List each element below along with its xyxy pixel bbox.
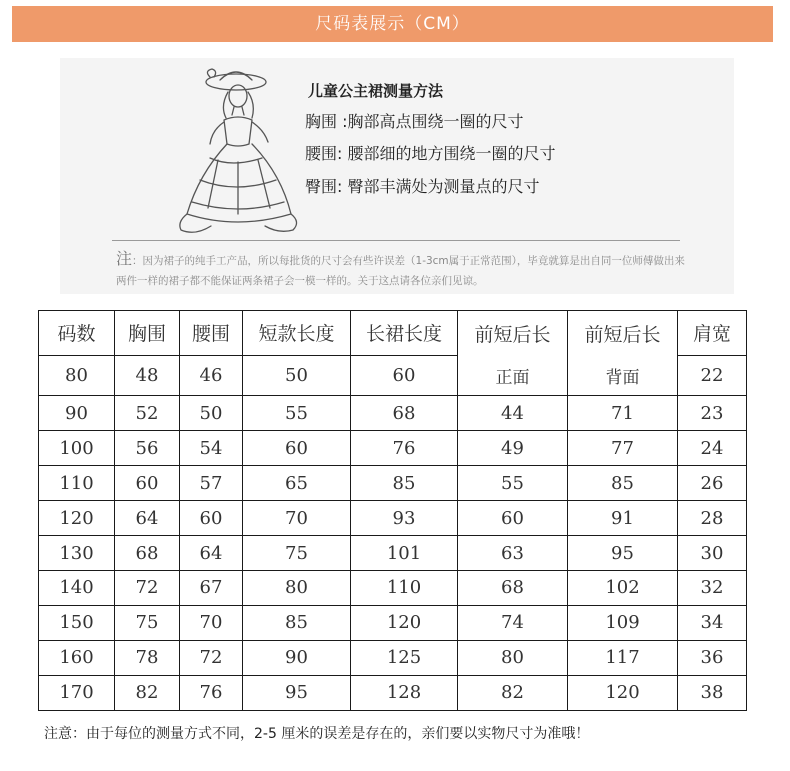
chest-measure-text: 胸围 :胸部高点围绕一圈的尺寸 (305, 112, 524, 131)
table-cell: 72 (180, 640, 243, 675)
table-cell: 74 (458, 605, 568, 640)
note-divider (112, 240, 680, 241)
table-cell: 48 (115, 355, 180, 396)
table-cell: 140 (39, 571, 115, 606)
table-cell: 120 (351, 605, 458, 640)
table-cell: 102 (568, 571, 678, 606)
table-header-row (39, 311, 747, 356)
table-cell: 23 (678, 396, 747, 431)
table-cell: 85 (351, 466, 458, 501)
table-cell: 76 (351, 431, 458, 466)
table-cell: 55 (243, 396, 351, 431)
header-waist: 腰围 (180, 311, 243, 356)
table-cell: 85 (243, 605, 351, 640)
table-cell: 160 (39, 640, 115, 675)
table-cell: 117 (568, 640, 678, 675)
table-cell: 93 (351, 501, 458, 536)
table-cell: 67 (180, 571, 243, 606)
table-cell: 60 (115, 466, 180, 501)
table-cell: 65 (243, 466, 351, 501)
header-hilo-front: 前短后长 (458, 311, 568, 356)
table-cell: 24 (678, 431, 747, 466)
size-chart-banner: 尺码表展示（CM） (12, 6, 773, 42)
table-cell: 109 (568, 605, 678, 640)
table-row (39, 431, 747, 466)
table-cell: 55 (458, 466, 568, 501)
table-row (39, 640, 747, 675)
measurement-disclaimer: 注意：由于每位的测量方式不同，2-5 厘米的误差是存在的，亲们要以实物尺寸为准哦！ (44, 726, 590, 742)
table-cell: 80 (39, 355, 115, 396)
table-cell: 80 (243, 571, 351, 606)
table-cell: 50 (243, 355, 351, 396)
table-cell: 54 (180, 431, 243, 466)
table-cell: 95 (568, 536, 678, 571)
table-row (39, 396, 747, 431)
table-cell: 64 (180, 536, 243, 571)
measure-method-title: 儿童公主裙测量方法 (308, 82, 444, 100)
table-cell: 60 (351, 355, 458, 396)
note-mark: 注 (116, 249, 133, 268)
table-cell: 75 (243, 536, 351, 571)
table-cell: 60 (243, 431, 351, 466)
table-cell: 57 (180, 466, 243, 501)
table-cell: 30 (678, 536, 747, 571)
table-cell: 26 (678, 466, 747, 501)
table-cell: 120 (568, 675, 678, 710)
table-cell: 120 (39, 501, 115, 536)
size-table (38, 310, 747, 711)
table-cell: 60 (458, 501, 568, 536)
table-cell: 90 (39, 396, 115, 431)
table-cell: 85 (568, 466, 678, 501)
table-row (39, 355, 747, 396)
table-cell: 63 (458, 536, 568, 571)
table-cell: 50 (180, 396, 243, 431)
table-cell: 49 (458, 431, 568, 466)
table-cell: 110 (351, 571, 458, 606)
table-row (39, 571, 747, 606)
table-cell: 82 (115, 675, 180, 710)
subheader-back: 背面 (568, 355, 678, 396)
table-row (39, 501, 747, 536)
header-long-length: 长裙长度 (351, 311, 458, 356)
table-cell: 38 (678, 675, 747, 710)
table-cell: 36 (678, 640, 747, 675)
table-cell: 100 (39, 431, 115, 466)
table-cell: 91 (568, 501, 678, 536)
table-cell: 95 (243, 675, 351, 710)
table-cell: 75 (115, 605, 180, 640)
handmade-note (116, 249, 686, 291)
table-row (39, 536, 747, 571)
table-cell: 125 (351, 640, 458, 675)
table-cell: 52 (115, 396, 180, 431)
table-cell: 78 (115, 640, 180, 675)
note-text: ：因为裙子的纯手工产品，所以每批货的尺寸会有些许误差（1-3cm属于正常范围），毕竟就算是出自同一位师傅做出来两件一样的裙子都不能保证两条裙子会一模一样的。关于这点请各位亲们见谅。 (116, 255, 685, 287)
header-chest: 胸围 (115, 311, 180, 356)
table-cell: 56 (115, 431, 180, 466)
table-cell: 68 (458, 571, 568, 606)
table-cell: 77 (568, 431, 678, 466)
table-cell: 44 (458, 396, 568, 431)
princess-illustration (174, 62, 304, 237)
table-cell: 70 (180, 605, 243, 640)
table-cell: 82 (458, 675, 568, 710)
table-cell: 130 (39, 536, 115, 571)
table-cell: 46 (180, 355, 243, 396)
table-cell: 80 (458, 640, 568, 675)
table-cell: 28 (678, 501, 747, 536)
hip-measure-text: 臀围: 臀部丰满处为测量点的尺寸 (305, 177, 540, 196)
waist-measure-text: 腰围: 腰部细的地方围绕一圈的尺寸 (305, 144, 556, 163)
table-cell: 101 (351, 536, 458, 571)
table-cell: 110 (39, 466, 115, 501)
header-shoulder: 肩宽 (678, 311, 747, 356)
header-short-length: 短款长度 (243, 311, 351, 356)
table-cell: 71 (568, 396, 678, 431)
table-row (39, 675, 747, 710)
table-row (39, 466, 747, 501)
table-cell: 76 (180, 675, 243, 710)
table-cell: 60 (180, 501, 243, 536)
table-cell: 90 (243, 640, 351, 675)
table-cell: 170 (39, 675, 115, 710)
header-size: 码数 (39, 311, 115, 356)
table-cell: 68 (351, 396, 458, 431)
table-cell: 22 (678, 355, 747, 396)
table-cell: 150 (39, 605, 115, 640)
table-cell: 70 (243, 501, 351, 536)
subheader-front: 正面 (458, 355, 568, 396)
table-cell: 64 (115, 501, 180, 536)
header-hilo-back: 前短后长 (568, 311, 678, 356)
table-row (39, 605, 747, 640)
table-cell: 34 (678, 605, 747, 640)
table-cell: 128 (351, 675, 458, 710)
table-cell: 32 (678, 571, 747, 606)
table-cell: 72 (115, 571, 180, 606)
table-cell: 68 (115, 536, 180, 571)
